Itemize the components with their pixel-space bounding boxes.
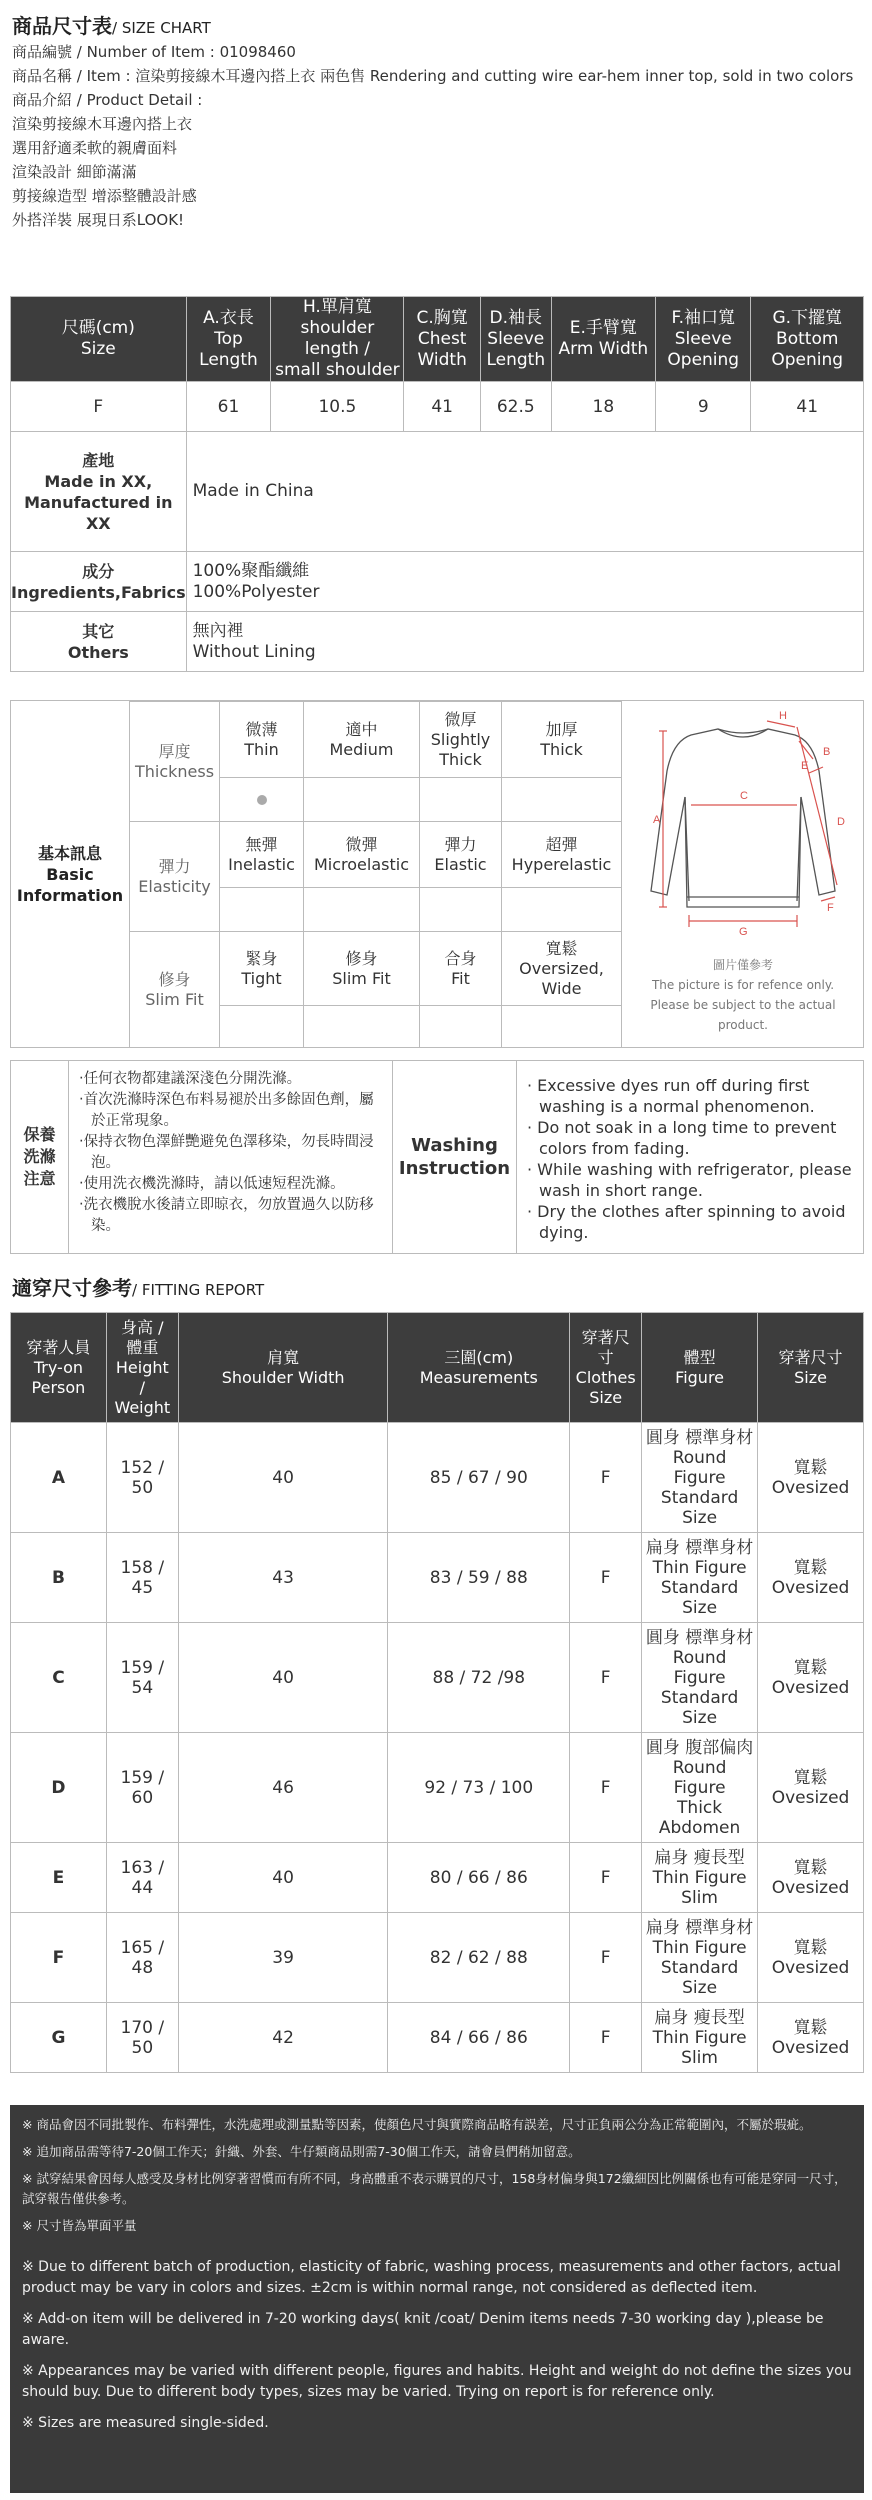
header-shoulder-width: 肩寬 Shoulder Width — [178, 1313, 388, 1423]
diagram-letter-g: G — [739, 926, 748, 938]
height-weight-cell: 152 / 50 — [106, 1423, 178, 1533]
header-person: 穿著人員 Try-on Person — [11, 1313, 107, 1423]
size-row-f — [11, 382, 864, 432]
header-arm-width: E.手臂寬 Arm Width — [551, 297, 655, 382]
fitting-row — [11, 1913, 864, 2003]
measurements-cell: 84 / 66 / 86 — [388, 2003, 570, 2073]
detail-line: 渲染剪接線木耳邊內搭上衣 — [12, 115, 193, 133]
product-detail-label: 商品介紹 / Product Detail : — [12, 91, 203, 109]
washing-label: 保養 洗滌 注意 — [11, 1061, 69, 1253]
fit-marker — [220, 1006, 304, 1048]
header-fit-size: 穿著尺寸 Size — [758, 1313, 864, 1423]
product-header — [12, 14, 862, 232]
diagram-letter-b: B — [823, 746, 831, 758]
fit-size-cell: 寬鬆 Ovesized — [758, 1423, 864, 1533]
others-row — [11, 612, 864, 672]
others-value: 無內裡 Without Lining — [186, 612, 863, 672]
elasticity-option-microelastic: 微彈 Microelastic — [304, 822, 420, 888]
notes-panel — [10, 2105, 864, 2493]
detail-line: 選用舒適柔軟的親膚面料 — [12, 139, 178, 157]
elasticity-option-hyperelastic: 超彈 Hyperelastic — [502, 822, 622, 888]
fitting-rows — [11, 1423, 864, 2073]
detail-line: 渲染設計 細節滿滿 — [12, 163, 137, 181]
fit-size-cell: 寬鬆 Ovesized — [758, 1533, 864, 1623]
fit-marker — [420, 1006, 502, 1048]
fit-size-cell: 寬鬆 Ovesized — [758, 1843, 864, 1913]
washing-note: ‧保持衣物色澤鮮艷避免色澤移染，勿長時間浸泡。 — [79, 1134, 374, 1171]
figure-cell: 扁身 標準身材 Thin Figure Standard Size — [642, 1913, 758, 2003]
note-en: ※ Appearances may be varied with different people, figures and habits. Height and weight do not define the sizes you should buy. Due to different body types, sizes may be varied. Trying on report is for reference only. — [22, 2363, 852, 2400]
person-cell: E — [11, 1843, 107, 1913]
clothes-size-cell: F — [570, 1533, 642, 1623]
fitting-row — [11, 1843, 864, 1913]
item-number: 商品編號 / Number of Item : 01098460 — [12, 43, 296, 61]
person-cell: G — [11, 2003, 107, 2073]
figure-cell: 圓身 標準身材 Round Figure Standard Size — [642, 1623, 758, 1733]
ingredients-value: 100%聚酯纖維 100%Polyester — [186, 552, 863, 612]
basic-info-label: 基本訊息 Basic Information — [16, 843, 124, 905]
elasticity-marker — [220, 888, 304, 932]
clothes-size-cell: F — [570, 1623, 642, 1733]
measurements-cell: 80 / 66 / 86 — [388, 1843, 570, 1913]
detail-line: 外搭洋裝 展現日系LOOK! — [12, 211, 185, 229]
washing-note: · Dry the clothes after spinning to avoid dying. — [527, 1202, 846, 1242]
diagram-letter-a: A — [653, 814, 661, 826]
shoulder-cell: 40 — [178, 1843, 388, 1913]
person-cell: A — [11, 1423, 107, 1533]
fit-size-cell: 寬鬆 Ovesized — [758, 1623, 864, 1733]
note-zh: ※ 追加商品需等待7-20個工作天；針織、外套、牛仔類商品則需7-30個工作天，請會員們稍加留意。 — [22, 2144, 581, 2159]
person-cell: C — [11, 1623, 107, 1733]
fit-options-row — [130, 932, 622, 1006]
header-sleeve-length: D.袖長 Sleeve Length — [480, 297, 551, 382]
clothes-size-cell: F — [570, 1913, 642, 2003]
person-cell: D — [11, 1733, 107, 1843]
ingredients-label: 成分 Ingredients,Fabrics — [11, 552, 187, 612]
washing-note: ‧洗衣機脫水後請立即晾衣，勿放置過久以防移染。 — [79, 1197, 374, 1234]
washing-instruction-title: Washing Instruction — [393, 1061, 517, 1253]
fitting-row — [11, 1423, 864, 1533]
thickness-option-slightly-thick: 微厚 Slightly Thick — [420, 702, 502, 778]
shoulder-cell: 46 — [178, 1733, 388, 1843]
thickness-options-row — [130, 702, 622, 778]
size-chart-title — [12, 14, 862, 40]
clothes-size-cell: F — [570, 1843, 642, 1913]
fitting-row — [11, 1533, 864, 1623]
person-cell: B — [11, 1533, 107, 1623]
header-figure: 體型 Figure — [642, 1313, 758, 1423]
figure-cell: 圓身 腹部偏肉 Round Figure Thick Abdomen — [642, 1733, 758, 1843]
origin-row — [11, 432, 864, 552]
sweater-measurement-icon — [623, 701, 863, 951]
elasticity-marker — [502, 888, 622, 932]
size-header-row — [11, 297, 864, 382]
elasticity-marker — [304, 888, 420, 932]
elasticity-options-row — [130, 822, 622, 888]
cell-size: F — [11, 382, 187, 432]
washing-notes-zh — [69, 1061, 393, 1253]
fitting-row — [11, 1623, 864, 1733]
washing-note: · Do not soak in a long time to prevent colors from fading. — [527, 1118, 837, 1158]
header-height-weight: 身高 / 體重 Height / Weight — [106, 1313, 178, 1423]
shoulder-cell: 40 — [178, 1423, 388, 1533]
clothes-size-cell: F — [570, 1733, 642, 1843]
measurements-cell: 83 / 59 / 88 — [388, 1533, 570, 1623]
fit-size-cell: 寬鬆 Ovesized — [758, 1733, 864, 1843]
garment-diagram — [623, 701, 863, 1047]
measurements-cell: 88 / 72 /98 — [388, 1623, 570, 1733]
shoulder-cell: 42 — [178, 2003, 388, 2073]
header-shoulder: H.單肩寬 shoulder length / small shoulder — [271, 297, 404, 382]
clothes-size-cell: F — [570, 2003, 642, 2073]
cell-chest: 41 — [404, 382, 480, 432]
header-top-length: A.衣長 Top Length — [186, 297, 271, 382]
basic-information — [10, 700, 864, 1048]
washing-note: ‧首次洗滌時深色布料易褪於出多餘固色劑，屬於正常現象。 — [79, 1092, 374, 1129]
header-sleeve-opening: F.袖口寬 Sleeve Opening — [656, 297, 751, 382]
height-weight-cell: 159 / 60 — [106, 1733, 178, 1843]
figure-cell: 扁身 瘦長型 Thin Figure Slim — [642, 1843, 758, 1913]
fit-marker — [304, 1006, 420, 1048]
fit-option-oversized: 寬鬆 Oversized, Wide — [502, 932, 622, 1006]
note-en: ※ Add-on item will be delivered in 7-20 working days( knit /coat/ Denim items needs 7-30 working day ),please be aware. — [22, 2311, 824, 2348]
header-measurements: 三圍(cm) Measurements — [388, 1313, 570, 1423]
header-chest: C.胸寬 Chest Width — [404, 297, 480, 382]
origin-label: 產地 Made in XX, Manufactured in XX — [11, 432, 187, 552]
height-weight-cell: 159 / 54 — [106, 1623, 178, 1733]
cell-sleeve-length: 62.5 — [480, 382, 551, 432]
header-clothes-size: 穿著尺 寸 Clothes Size — [570, 1313, 642, 1423]
note-en: ※ Due to different batch of production, elasticity of fabric, washing process, measurements and other factors, actual product may be vary in colors and sizes. ±2cm is within normal range, not considered as deflected item. — [22, 2259, 841, 2296]
title-en: / SIZE CHART — [112, 19, 211, 37]
diagram-letter-f: F — [827, 902, 834, 914]
note-zh: ※ 商品會因不同批製作、布料彈性，水洗處理或測量點等因素，使顏色尺寸與實際商品略有誤差，尺寸正負兩公分為正常範圍內，不屬於瑕疵。 — [22, 2117, 812, 2132]
fit-option-slim-fit: 修身 Slim Fit — [304, 932, 420, 1006]
others-label: 其它 Others — [11, 612, 187, 672]
washing-note: · Excessive dyes run off during first washing is a normal phenomenon. — [527, 1076, 815, 1116]
diagram-letter-h: H — [779, 710, 787, 722]
diagram-caption: 圖片僅參考 The picture is for refence only. Please be subject to the actual product. — [650, 958, 836, 1032]
fit-marker — [502, 1006, 622, 1048]
header-size: 尺碼(cm) Size — [11, 297, 187, 382]
note-zh: ※ 尺寸皆為單面平量 — [22, 2218, 137, 2233]
washing-note: ‧使用洗衣機洗滌時，請以低速短程洗滌。 — [79, 1176, 345, 1192]
figure-cell: 扁身 標準身材 Thin Figure Standard Size — [642, 1533, 758, 1623]
cell-bottom-opening: 41 — [751, 382, 864, 432]
washing-note: ‧任何衣物都建議深淺色分開洗滌。 — [79, 1071, 302, 1087]
attribute-grid — [129, 701, 622, 1048]
diagram-letter-e: E — [801, 760, 809, 772]
measurements-cell: 85 / 67 / 90 — [388, 1423, 570, 1533]
thickness-marker — [420, 778, 502, 822]
fitting-table — [10, 1312, 864, 2073]
shoulder-cell: 40 — [178, 1623, 388, 1733]
elasticity-option-inelastic: 無彈 Inelastic — [220, 822, 304, 888]
person-cell: F — [11, 1913, 107, 2003]
fitting-report-title: 適穿尺寸參考/ FITTING REPORT — [12, 1276, 265, 1300]
thickness-option-medium: 適中 Medium — [304, 702, 420, 778]
thickness-marker — [502, 778, 622, 822]
note-zh: ※ 試穿結果會因每人感受及身材比例穿著習慣而有所不同，身高體重不表示購買的尺寸，158身材偏身與172纖細因比例關係也有可能是穿同一尺寸，試穿報告僅供參考。 — [22, 2171, 847, 2206]
clothes-size-cell: F — [570, 1423, 642, 1533]
cell-top-length: 61 — [186, 382, 271, 432]
washing-note: · While washing with refrigerator, please wash in short range. — [527, 1160, 852, 1200]
figure-cell: 圓身 標準身材 Round Figure Standard Size — [642, 1423, 758, 1533]
detail-line: 剪接線造型 增添整體設計感 — [12, 187, 197, 205]
washing-instruction — [10, 1060, 864, 1254]
fit-option-tight: 緊身 Tight — [220, 932, 304, 1006]
cell-shoulder: 10.5 — [271, 382, 404, 432]
height-weight-cell: 158 / 45 — [106, 1533, 178, 1623]
thickness-option-thin: 微薄 Thin — [220, 702, 304, 778]
fitting-row — [11, 1733, 864, 1843]
washing-notes-en — [517, 1061, 863, 1253]
elasticity-label: 彈力 Elasticity — [130, 822, 220, 932]
thickness-marker — [304, 778, 420, 822]
fitting-header-row — [11, 1313, 864, 1423]
figure-cell: 扁身 瘦長型 Thin Figure Slim — [642, 2003, 758, 2073]
height-weight-cell: 163 / 44 — [106, 1843, 178, 1913]
measurements-cell: 82 / 62 / 88 — [388, 1913, 570, 2003]
diagram-letter-c: C — [740, 790, 748, 802]
height-weight-cell: 170 / 50 — [106, 2003, 178, 2073]
diagram-letter-d: D — [837, 816, 845, 828]
cell-sleeve-opening: 9 — [656, 382, 751, 432]
size-table — [10, 296, 864, 672]
selected-level-dot — [257, 795, 267, 805]
fit-size-cell: 寬鬆 Ovesized — [758, 2003, 864, 2073]
origin-value: Made in China — [186, 432, 863, 552]
measurements-cell: 92 / 73 / 100 — [388, 1733, 570, 1843]
height-weight-cell: 165 / 48 — [106, 1913, 178, 2003]
elasticity-option-elastic: 彈力 Elastic — [420, 822, 502, 888]
header-bottom-opening: G.下擺寬 Bottom Opening — [751, 297, 864, 382]
note-en: ※ Sizes are measured single-sided. — [22, 2415, 269, 2431]
item-name: 商品名稱 / Item : 渲染剪接線木耳邊內搭上衣 兩色售 Rendering and cutting wire ear-hem inner top, sold in two colors — [12, 67, 854, 85]
cell-arm-width: 18 — [551, 382, 655, 432]
shoulder-cell: 43 — [178, 1533, 388, 1623]
thickness-option-thick: 加厚 Thick — [502, 702, 622, 778]
elasticity-marker — [420, 888, 502, 932]
title-zh: 商品尺寸表 — [12, 14, 112, 38]
ingredients-row — [11, 552, 864, 612]
thickness-label: 厚度 Thickness — [130, 702, 220, 822]
fit-label: 修身 Slim Fit — [130, 932, 220, 1048]
fitting-row — [11, 2003, 864, 2073]
fit-option-fit: 合身 Fit — [420, 932, 502, 1006]
shoulder-cell: 39 — [178, 1913, 388, 2003]
fit-size-cell: 寬鬆 Ovesized — [758, 1913, 864, 2003]
thickness-marker — [220, 778, 304, 822]
